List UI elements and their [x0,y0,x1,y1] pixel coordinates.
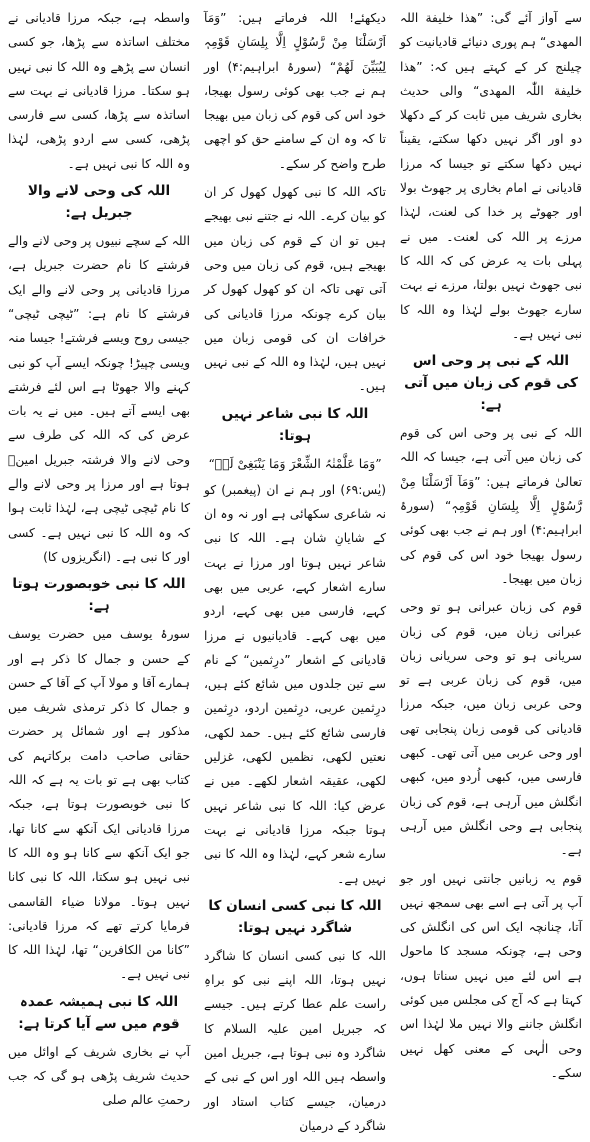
section-heading: اللہ کی وحی لانے والا جبریل ہے: [27,183,171,222]
paragraph: سورۂ یوسف میں حضرت یوسف کے حسن و جمال کا ذکر ہے اور ہمارے آقا و مولا آپ کے آقا کے حسن و جمال کا ذکر ترمذی شریف میں مذکور ہے اور شمائل پر حضرت حقانی صاحب دامت برکاتہم کی کتاب بھی ہے تو بات یہ ہے کہ اللہ کا نبی خوبصورت ہوتا ہے، جبکہ مرزا قادیانی ایک آنکھ سے کانا تھا، جو ایک آنکھ سے کانا ہو وہ اللہ کا نبی نہیں ہو سکتا، اللہ کا نبی کانا نہیں ہوتا۔ مولانا ضیاء القاسمی فرمایا کرتے تھے کہ مرزا قادیانی: ”کانا من الکافرین“ تھا، لہٰذا اللہ کا نبی نہیں ہے۔ [8,627,190,982]
paragraph: سے آواز آئے گی: ”ھذا خلیفة اللہ المھدی“ ہم پوری دنیائے قادیانیت کو چیلنج کر کے کہتے ہیں کہ: ”ھذا خلیفة اللّٰہ المھدی“ والی حدیث بخاری شریف میں ثابت کر کے دکھلا دو اور اگر نہیں دکھا سکتے، یقیناً نہیں دکھا سکتے تو جیسا کہ مرزا قادیانی نے امام بخاری پر جھوٹ بولا اور جھوٹے پر خدا کی لعنت، لہٰذا مرزے پر اللہ کی لعنت۔ میں نے پہلی بات یہ عرض کی کہ اللہ کا نبی جھوٹ نہیں بولتا، مرزے نے بہت سارے جھوٹ بولے لہٰذا وہ اللہ کا نبی نہیں ہے۔ [400,11,582,341]
paragraph: تاکہ اللہ کا نبی کھول کھول کر ان کو بیان کرے۔ اللہ نے جتنے نبی بھیجے ہیں تو ان کے قوم کی زبان میں بھیجے ہیں، قوم کی زبان میں وحی آتی تھی تاکہ ان کو کھول کھول کر بیان کرے چونکہ مرزا قادیانی کی خرافات ان کی قومی زبان میں نہیں ہیں، لہٰذا وہ اللہ کے نبی نہیں ہیں۔ [204,185,386,394]
paragraph: اللہ کے سچے نبیوں پر وحی لانے والے فرشتے کا نام حضرت جبریل ہے، مرزا قادیانی پر وحی لانے والے ایک فرشتے کا نام ہے: ”ٹیچی ٹیچی“ جیسی روح ویسے فرشتے! جیسا منہ ویسی چپیڑ! چونکہ ایسے آپ کو نبی کہنے والا جھوٹا ہے اس لئے فرشتے بھی ایسے آتے ہیں۔ میں نے یہ بات عرض کی کہ اللہ کی طرف سے وحی لانے والا فرشتہ جبریل امینؑ ہوتا ہے اور مرزا پر وحی لانے والے کا نام ٹیچی ٹیچی ہے، لہٰذا ثابت ہوا کہ وہ اللہ کا نبی نہیں ہے۔ کسی اور کا نبی ہے۔ (انگریزوں کا) [8,234,190,564]
section-heading: اللہ کا نبی ہمیشہ عمدہ قوم میں سے آیا کرتا ہے: [18,993,180,1032]
section-heading: اللہ کے نبی پر وحی اس کی قوم کی زبان میں آتی ہے: [404,353,578,414]
paragraph: اللہ کے نبی پر وحی اس کی قوم کی زبان میں آتی ہے، جیسا کہ اللہ تعالیٰ فرماتے ہیں: ”وَمَآ اَرْسَلْنَا مِنْ رَّسُوْلٍ اِلَّا بِلِسَانِ قَوْمِہٖ“ (سورۂ ابراہیم:۴) اور ہم نے جب بھی کوئی رسول بھیجا خود اس کی قوم کی زبان میں بھیجا۔ [400,426,582,586]
section-heading: اللہ کا نبی خوبصورت ہوتا ہے: [12,576,186,615]
paragraph: دیکھئے! اللہ فرماتے ہیں: ”وَمَآ اَرْسَلْنَا مِنْ رَّسُوْلٍ اِلَّا بِلِسَانِ قَوْمِہٖ لِیُبَیِّنَ لَھُمْ“ (سورۂ ابراہیم:۴) اور ہم نے جب بھی کوئی رسول بھیجا، خود اس کی قوم کی زبان میں بھیجا تا کہ وہ ان کے سامنے حق کو اچھی طرح واضح کر سکے۔ [204,11,386,171]
section-heading: اللہ کا نبی کسی انسان کا شاگرد نہیں ہوتا: [208,897,382,936]
paragraph: قوم کی زبان عبرانی ہو تو وحی عبرانی زبان میں، قوم کی زبان سریانی ہو تو وحی سریانی زبان میں، قوم کی زبان عربی ہے تو وحی عربی زبان میں، جبکہ مرزا قادیانی کی قومی زبان پنجابی تھی اور وحی عربی میں آتی تھی۔ کبھی فارسی میں، کبھی اُردو میں، کبھی انگلش میں آرہی ہے، قوم کی زبان پنجابی ہے وحی انگلش میں آرہی ہے۔ [400,600,582,858]
column-right [400,6,582,1142]
paragraph: اللہ کا نبی کسی انسان کا شاگرد نہیں ہوتا، اللہ اپنے نبی کو براہِ راست علم عطا کرتے ہیں۔ جیسے کہ جبریل امین علیہ السلام کا شاگرد وہ نبی ہوتا ہے، جبریل امین واسطہ ہیں اللہ اور اس کے نبی کے درمیان، جیسے کتاب استاد اور شاگرد کے درمیان [204,948,386,1133]
section-heading: اللہ کا نبی شاعر نہیں ہوتا: [221,405,369,444]
column-middle [204,6,386,1142]
paragraph: قوم یہ زبانیں جانتی نہیں اور جو آپ پر آتی ہے اسے بھی سمجھ نہیں آتا، چنانچہ ایک اس کی انگلش کی وحی ہے، چونکہ مسجد کا ماحول ہے اس لئے میں نہیں سناتا ہوں، کہتا ہے کہ آج کی مجلس میں کوئی انگلش جاننے والا نہیں ملا لہٰذا اس وحی الٰہی کے معنی کھل نہیں سکے۔ [400,871,582,1080]
paragraph: آپ نے بخاری شریف کے اوائل میں حدیث شریف پڑھی ہو گی کہ جب رحمتِ عالم صلی [8,1044,190,1108]
paragraph: (یٰس:۶۹) اور ہم نے ان (پیغمبر) کو نہ شاعری سکھائی ہے اور نہ وہ ان کے شایانِ شان ہے۔ اللہ کا نبی شاعر نہیں ہوتا اور مرزا نے بہت سارے اشعار کہے، عربی میں بھی کہے، فارسی میں بھی کہے، اردو میں بھی کہے۔ قادیانیوں نے مرزا قادیانی کے اشعار ”درِثمین“ کے نام سے تین جلدوں میں شائع کئے ہیں، درِثمین عربی، درِثمین اردو، درِثمین فارسی شائع کئے ہیں۔ حمد لکھی، نعتیں لکھی، نظمیں لکھی، غزلیں لکھی، عقیقہ اشعار لکھے۔ میں نے عرض کیا: اللہ کا نبی شاعر نہیں ہوتا جبکہ مرزا قادیانی نے بہت سارے شعر کہے، لہٰذا وہ اللہ کا نبی نہیں ہے۔ [204,482,386,886]
quran-verse: ”وَمَا عَلَّمْنٰہُ الشِّعْرَ وَمَا یَنْبَغِیْ لَہٗ“ [208,455,382,471]
paragraph: واسطہ ہے، جبکہ مرزا قادیانی نے مختلف اساتذہ سے پڑھا، جو کسی انسان سے پڑھے وہ اللہ کا نبی نہیں ہو سکتا۔ مرزا قادیانی نے بہت سے اساتذہ سے پڑھا، کسی سے فارسی پڑھی، کسی سے اردو پڑھی، لہٰذا وہ اللہ کا نبی نہیں ہے۔ [8,11,190,171]
column-left [8,6,190,1142]
